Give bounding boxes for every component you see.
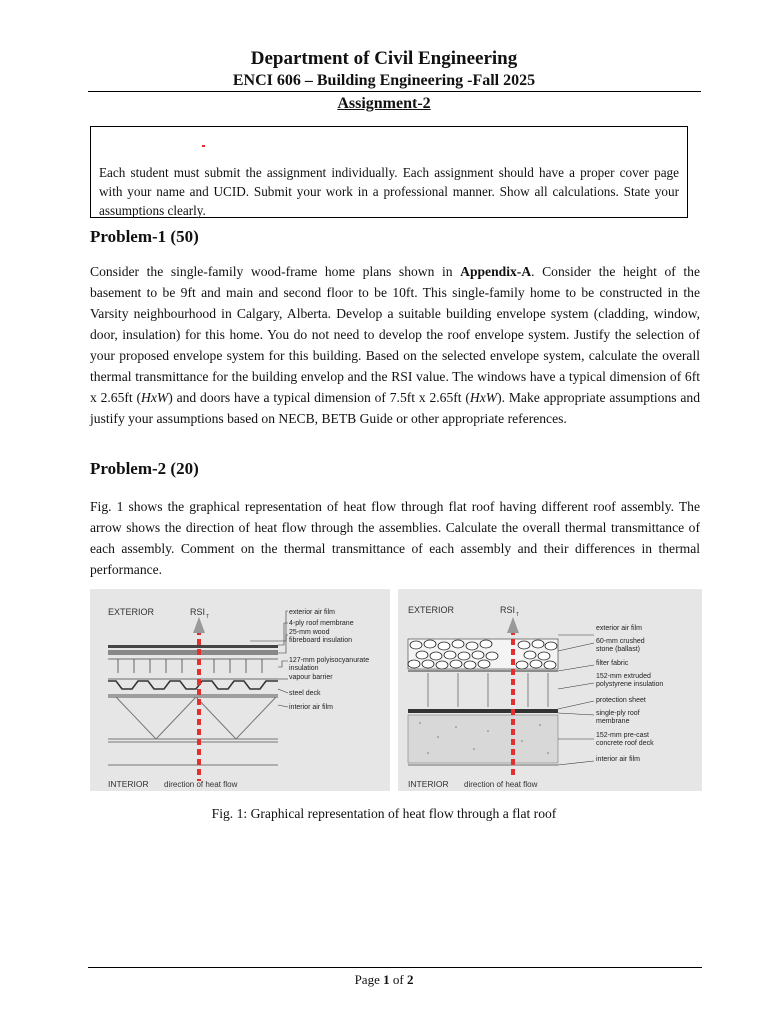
right-label-8: single-ply roof <box>596 710 640 717</box>
appendix-reference: Appendix-A <box>460 264 532 279</box>
right-flow-label: direction of heat flow <box>464 780 538 789</box>
left-label-3: 25-mm wood <box>289 629 330 636</box>
left-label-5: 127-mm polyisocyanurate <box>289 657 370 664</box>
left-label-4: fibreboard insulation <box>289 637 353 644</box>
left-rsi-label: RSI <box>190 607 206 617</box>
problem2-heading: Problem-2 (20) <box>90 459 199 478</box>
assignment-title: Assignment-2 <box>337 95 431 112</box>
right-roof-assembly-diagram <box>398 589 702 791</box>
right-label-5: 152-mm extruded <box>596 673 651 680</box>
left-roof-assembly-diagram <box>90 589 390 791</box>
roof-assembly-figure <box>90 589 702 791</box>
left-interior-label: INTERIOR <box>108 779 149 789</box>
instructions-box <box>90 126 688 218</box>
figure-caption: Fig. 1: Graphical representation of heat flow through a flat roof <box>211 806 557 821</box>
red-mark <box>202 145 205 147</box>
left-rsi-sub: T <box>206 614 210 620</box>
left-exterior-label: EXTERIOR <box>108 607 155 617</box>
left-label-6: insulation <box>289 665 319 672</box>
left-label-8: steel deck <box>289 690 321 697</box>
left-label-1: exterior air film <box>289 609 335 616</box>
right-label-12: interior air film <box>596 756 640 763</box>
page-number: Page 1 of 2 <box>354 972 414 987</box>
right-label-4: filter fabric <box>596 660 629 667</box>
right-label-7: protection sheet <box>596 697 646 704</box>
left-label-2: 4-ply roof membrane <box>289 620 354 627</box>
right-rsi-label: RSI <box>500 605 516 615</box>
problem1-text: Consider the single-family wood-frame home plans shown in Appendix-A. Consider the height of the basement to be 9ft and main and second floor to be 10ft. This single-family home to be constructed in the Varsity neighbourhood in Calgary, Alberta. Develop a suitable building envelope system (cladding, window, door, insulation) for this home. You do not need to develop the roof envelope system. Justify the selection of your proposed envelope system for this building. Based on the selected envelope system, calculate the overall thermal transmittance for the building envelop and the RSI value. The windows have a typical dimension of 6ft x 2.65ft (HxW) and doors have a typical dimension of 7.5ft x 2.65ft (HxW). Make appropriate assumptions and justify your assumptions based on NECB, BETB Guide or other appropriate references. <box>90 264 700 426</box>
right-exterior-label: EXTERIOR <box>408 605 455 615</box>
right-heat-flow-arrow <box>511 629 515 779</box>
right-rsi-sub: T <box>516 612 520 618</box>
right-label-3: stone (ballast) <box>596 646 640 653</box>
left-label-9: interior air film <box>289 704 333 711</box>
left-label-7: vapour barrier <box>289 674 333 681</box>
right-label-11: concrete roof deck <box>596 740 654 747</box>
problem1-heading: Problem-1 (50) <box>90 227 199 246</box>
header-rule <box>88 91 701 92</box>
right-interior-label: INTERIOR <box>408 779 449 789</box>
right-label-6: polystyrene insulation <box>596 681 664 688</box>
course-title: ENCI 606 – Building Engineering -Fall 2025 <box>232 72 536 89</box>
footer-rule <box>88 967 702 968</box>
right-label-10: 152-mm pre-cast <box>596 732 649 739</box>
left-flow-label: direction of heat flow <box>164 780 238 789</box>
right-label-9: membrane <box>596 718 630 725</box>
right-label-1: exterior air film <box>596 625 642 632</box>
problem2-text: Fig. 1 shows the graphical representation of heat flow through flat roof having different roof assembly. The arrow shows the direction of heat flow through the assemblies. Calculate the overall thermal transmittance of each assembly. Comment on the thermal transmittance of each assembly and their differences in thermal performance. <box>90 499 700 577</box>
department-title: Department of Civil Engineering <box>250 48 518 69</box>
instructions-text: Each student must submit the assignment individually. Each assignment should have a proper cover page with your name and UCID. Submit your work in a professional manner. Show all calculations. State your assumptions clearly. <box>99 165 679 218</box>
right-label-2: 60-mm crushed <box>596 638 645 645</box>
left-heat-flow-arrow <box>197 631 201 781</box>
